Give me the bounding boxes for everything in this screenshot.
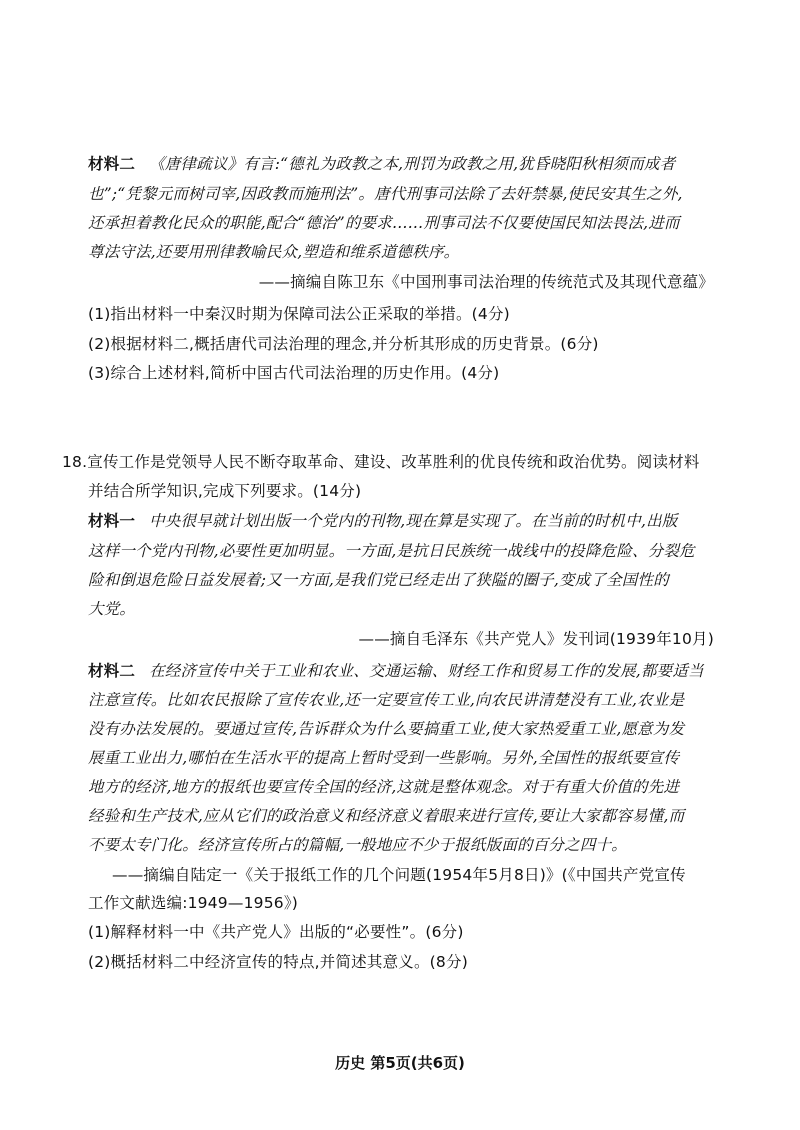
material-two-line: 经验和生产技术,应从它们的政治意义和经济意义着眼来进行宣传,要让大家都容易懂,而	[88, 807, 685, 825]
material-source: ——摘自毛泽东《共产党人》发刊词(1939年10月)	[358, 630, 714, 648]
material-two-line: 材料二 《唐律疏议》有言:“德礼为政教之本,刑罚为政教之用,犹昏晓阳秋相须而成者	[88, 155, 676, 173]
material-label: 材料二	[88, 662, 136, 680]
material-two-line: 还承担着教化民众的职能,配合“德治”的要求……刑事司法不仅要使国民知法畏法,进而	[88, 214, 680, 232]
material-source: ——摘编自陈卫东《中国刑事司法治理的传统范式及其现代意蕴》	[258, 273, 714, 291]
question-18-stem: 并结合所学知识,完成下列要求。(14分)	[88, 482, 362, 500]
material-two-line: 展重工业出力,哪怕在生活水平的提高上暂时受到一些影响。另外,全国性的报纸要宣传	[88, 749, 680, 767]
material-two-line: 材料二 在经济宣传中关于工业和农业、交通运输、财经工作和贸易工作的发展,都要适当	[88, 662, 704, 680]
material-source: ——摘编自陆定一《关于报纸工作的几个问题(1954年5月8日)》(《中国共产党宣传	[112, 866, 686, 884]
material-one-line: 材料一 中央很早就计划出版一个党内的刊物,现在算是实现了。在当前的时机中,出版	[88, 512, 678, 530]
material-two-line: 没有办法发展的。要通过宣传,告诉群众为什么要搞重工业,使大家热爱重工业,愿意为发	[88, 720, 685, 738]
material-source: 工作文献选编:1949—1956》)	[88, 894, 299, 912]
material-one-line: 险和倒退危险日益发展着;又一方面,是我们党已经走出了狭隘的圈子,变成了全国性的	[88, 571, 669, 589]
question-17-1: (1)指出材料一中秦汉时期为保障司法公正采取的举措。(4分)	[88, 305, 510, 323]
question-18-1: (1)解释材料一中《共产党人》出版的“必要性”。(6分)	[88, 923, 464, 941]
page-footer: 历史 第5页(共6页)	[335, 1054, 465, 1072]
material-label: 材料二	[88, 155, 136, 173]
material-one-line: 大党。	[88, 600, 136, 618]
material-two-line: 也”;“凭黎元而树司宰,因政教而施刑法”。唐代刑事司法除了去奸禁暴,使民安其生之外,	[88, 185, 683, 203]
question-18-2: (2)概括材料二中经济宣传的特点,并简述其意义。(8分)	[88, 953, 468, 971]
question-18-stem: 18.宣传工作是党领导人民不断夺取革命、建设、改革胜利的优良传统和政治优势。阅读材料	[62, 453, 700, 471]
material-two-line: 地方的经济,地方的报纸也要宣传全国的经济,这就是整体观念。对于有重大价值的先进	[88, 778, 680, 796]
material-label: 材料一	[88, 512, 136, 530]
material-two-line: 不要太专门化。经济宣传所占的篇幅,一般地应不少于报纸版面的百分之四十。	[88, 836, 627, 854]
material-two-line: 尊法守法,还要用刑律教喻民众,塑造和维系道德秩序。	[88, 243, 460, 261]
material-one-line: 这样一个党内刊物,必要性更加明显。一方面,是抗日民族统一战线中的投降危险、分裂危	[88, 542, 695, 560]
material-two-line: 注意宣传。比如农民报除了宣传农业,还一定要宣传工业,向农民讲清楚没有工业,农业是	[88, 691, 685, 709]
question-17-2: (2)根据材料二,概括唐代司法治理的理念,并分析其形成的历史背景。(6分)	[88, 335, 599, 353]
question-17-3: (3)综合上述材料,简析中国古代司法治理的历史作用。(4分)	[88, 364, 500, 382]
